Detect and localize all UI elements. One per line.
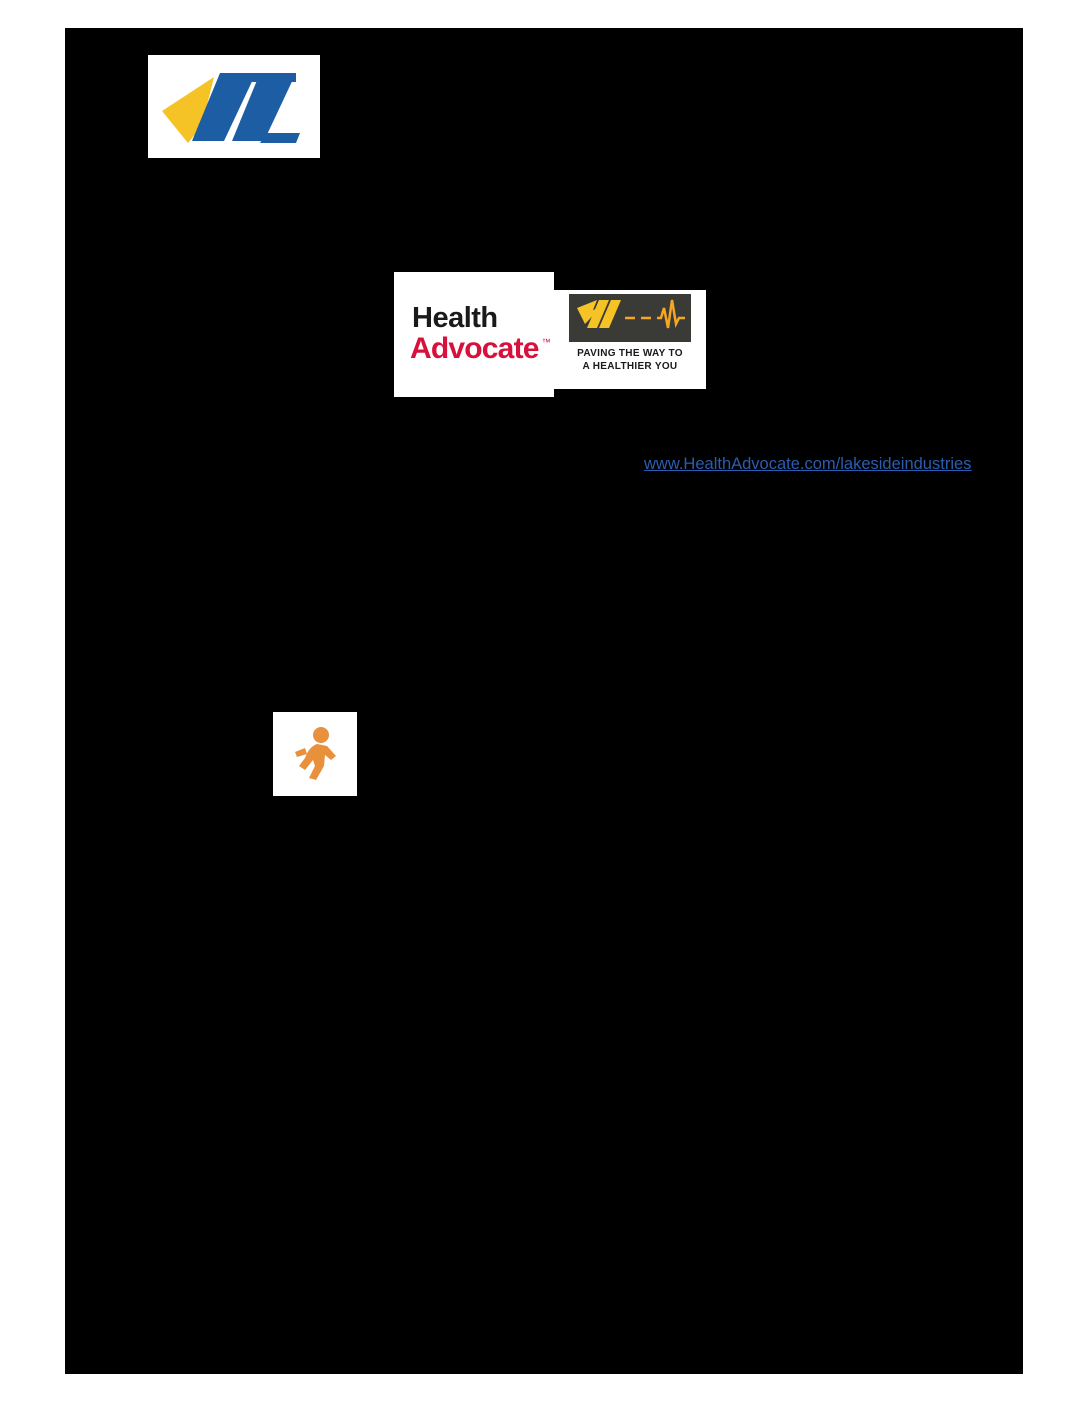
health-advocate-line1: Health <box>412 302 498 335</box>
paving-banner-text <box>577 348 683 373</box>
walking-person-image <box>273 712 357 796</box>
company-logo <box>148 55 320 158</box>
health-advocate-line2: Advocate <box>410 332 539 366</box>
company-logo-mark <box>148 55 320 158</box>
walking-person-icon <box>283 722 347 786</box>
paving-banner-line2: A HEALTHIER YOU <box>582 360 678 372</box>
redacted-document-body <box>65 28 1023 1374</box>
health-advocate-line2-wrap <box>410 332 551 366</box>
heartbeat-pulse-icon <box>569 294 691 342</box>
health-advocate-logo <box>394 272 554 397</box>
trademark-symbol: ™ <box>541 337 551 348</box>
paving-banner-line1: PAVING THE WAY TO <box>577 348 683 359</box>
paving-the-way-banner <box>554 290 706 389</box>
health-advocate-link[interactable]: www.HealthAdvocate.com/lakesideindustries <box>644 455 972 473</box>
paving-banner-graphic <box>569 294 691 342</box>
